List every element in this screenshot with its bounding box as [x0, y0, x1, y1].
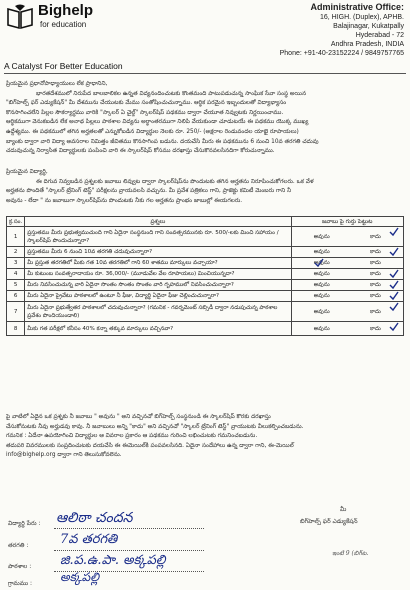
question-row [7, 258, 404, 269]
header-serial-number: క్ర.సం. [7, 217, 25, 227]
footer-line: గమనిక : ఏదేనా ఉపయోగించి విద్యార్థుల ఆ వివరాల ప్రకారం ఆ పథకము గురించి లభించుటకు గమనించబడును. [6, 433, 258, 440]
footer-line: తదుపరి వివరములకు సంప్రదించుటకు దయచేసి ఈ ఈమెయిల్‌కి పంపవలసినది. ఏదైనా సందేహాలు ఉన్న ద్వారా గాని, ఈ-మెయిల్ [6, 442, 294, 449]
letter-line: ప్రియమైన ప్రధానోపాధ్యాయులు లేక ప్రాధానిని, [6, 81, 108, 87]
question-row [7, 269, 404, 280]
question-row [7, 322, 404, 336]
header-divider [4, 73, 406, 74]
no-option[interactable]: కాదు [370, 271, 381, 277]
answer-cell [291, 322, 404, 336]
question-number: 6 [7, 291, 25, 302]
question-number: 3 [7, 258, 25, 269]
question-text: మీ కుటుంబ సంవత్సరాదాయం రూ. 36,000/- (మూడువేల వేల రూపాయలు) మించియున్నదా? [25, 269, 291, 280]
instructions-footer [6, 413, 404, 461]
class-label: తరగతి : [8, 542, 29, 549]
office-line: Hyderabad - 72 [355, 32, 404, 39]
question-text: ప్రస్తుతము మీరు ప్రభుత్వముచుంది గాని ఏదైనా సంస్థనుంది గాని సంవత్సరమునకు రూ. 500/-లకు మించి సహాయం / స్కాలర్‌షిప్ పొందుచున్నారా? [25, 227, 291, 247]
question-number: 4 [7, 269, 25, 280]
school-handwritten: జి.ప.ఉ.పా. అక్కపల్లి [60, 553, 166, 568]
letter-line: ఉద్దేశ్యము. ఈ పథకములో తగిన అర్హతలతో ఎన్నుకోబడిన విద్యార్థుల నెలకు రూ. 250/- (అక్షరాల రెండువందల యాభై రూపాయలు) [6, 128, 299, 135]
question-number: 1 [7, 227, 25, 247]
no-option[interactable]: కాదు [370, 308, 381, 315]
office-line: Balajinagar, Kukatpally [333, 23, 404, 30]
answer-cell [291, 291, 404, 302]
signature-organization: బిగ్‌హెల్ప్ ఫర్ ఎడ్యుకేషన్ [300, 518, 358, 525]
yes-option[interactable]: అవును [313, 249, 330, 255]
header-answer: జవాబు పై గుర్తు పెట్టుట [291, 217, 404, 227]
checkmark-icon [389, 291, 399, 301]
question-row [7, 247, 404, 258]
checkmark-icon [389, 227, 399, 237]
eligibility-questions-table [6, 216, 404, 336]
letter-line: బ్యాంకు ద్వారా వారి విద్యా అవసరాల నిమిత్తం జీవితము కొనసాగింప బడును. దయచేసి మీరు ఈ పథకమును 6 నుంచి 10వ తరగతి చదువు [6, 138, 319, 145]
table-header-row [7, 217, 404, 227]
letter-to-headmaster [6, 80, 404, 157]
yes-option[interactable]: అవును [313, 325, 330, 332]
question-text: మీరు నివసించుచున్న వారి ఏదైనా సొంతం సొంతం సొంతం వారి గృహములో నివసించుచున్నారా? [25, 280, 291, 291]
question-row [7, 291, 404, 302]
office-title: Administrative Office: [310, 2, 404, 12]
question-text: మీకు గత పరీక్షలో కనీసం 40% కన్నా తక్కువ మార్కులు వచ్చినవా? [25, 322, 291, 336]
checkmark-icon [389, 280, 399, 290]
no-option[interactable]: కాదు [370, 249, 381, 255]
letter-line: భారతదేశములో నిరుపేద బాలబాలికల ఉన్నత విద్యనందించుటకు కొంతమంది పాటుపడుచున్న సాంఘిక సేవా సంస్థ అయిన [36, 90, 307, 97]
no-option[interactable]: కాదు [370, 282, 381, 288]
question-row [7, 227, 404, 247]
footer-email-line: info@bighelp.org ద్వారా గాని తెలుసుకోవలెను. [6, 452, 122, 459]
checkmark-icon [389, 322, 399, 332]
yes-option[interactable]: అవును [313, 308, 330, 315]
brand-subtitle: for education [40, 20, 87, 29]
letter-line: ఆర్థికముగా వెనుకబడిన లేక అనాథ పిల్లలు పాఠశాల విద్యను అర్థాంతరముగా నిలిపి వేయకుండా చూడుటయే ఈ పథకము యొక్క ముఖ్య [6, 119, 309, 126]
student-name-line [54, 528, 204, 529]
footer-line: పై వాటిలో ఏదైన ఒక ప్రశ్నకు నీ జవాబు " అవును " అని వచ్చినచో బిగ్‌హెల్ప్ సంస్థనుండి ఈ స్కాలర్‌షిప్ కొరకు దరఖాస్తు [6, 414, 271, 420]
yes-option[interactable]: అవును [313, 271, 330, 277]
header-questions: ప్రశ్నలు [25, 217, 291, 227]
office-phone: Phone: +91-40-23152224 / 9849757765 [279, 50, 404, 57]
village-handwritten: అక్కపల్లి [60, 570, 99, 584]
no-option[interactable]: కాదు [370, 260, 381, 266]
yes-option[interactable]: అవును [313, 260, 330, 266]
checkmark-icon [389, 269, 399, 279]
question-row [7, 302, 404, 322]
letter-line: "బిగ్‌హెల్ప్ ఫర్ ఎడ్యుకేషన్" మీ దేశమును చేయుటకు మేము సంతోషించుచున్నాము. ఆర్థిక పరమైన ఇబ్బందులతో విద్యాభ్యాసం [6, 100, 287, 107]
brand-tagline: A Catalyst For Better Education [4, 61, 123, 71]
yes-option[interactable]: అవును [313, 293, 330, 299]
no-option[interactable]: కాదు [370, 325, 381, 332]
letter-to-student [6, 168, 404, 206]
class-line [54, 550, 204, 551]
signature-salutation: మీ [340, 506, 347, 513]
checkmark-icon [389, 302, 399, 312]
brand-name: Bighelp [38, 2, 93, 19]
open-book-logo-icon [6, 4, 34, 30]
no-option[interactable]: కాదు [370, 293, 381, 299]
letter-line: కొనసాగించలేని పిల్లల సౌకర్యార్థము వారికి "స్కాలర్ ఏ చైల్డ్" స్కాలర్‌షిప్ పథకము ద్వారా చేయూత నివ్వుటకు నిర్ణయించాము. [6, 109, 284, 116]
question-row [7, 280, 404, 291]
letter-line: ప్రియమైన విద్యార్థి, [6, 169, 48, 175]
answer-cell [291, 227, 404, 247]
footer-line: చేసుకోనుటకు నీవు అర్హుడవు కావు. నీ జవాబులు అన్ని "కాదు" అని వచ్చినచో "స్కాలర్ ట్రేనింగ్ టెస్ట్" వ్రాయుటకు వీలుకల్పించబడును. [6, 423, 304, 430]
letter-line: చదువుచున్న నిర్వాసిత విద్యార్థులకు పంపించి వారి ఈ స్కాలర్‌షిప్ కోసము దరఖాస్తు చేసుకొనవలసినదిగా కోరుచున్నాము. [6, 148, 275, 155]
office-line: 16, HIGH. (Duplex), APHB. [319, 14, 404, 21]
office-address [244, 2, 404, 58]
answer-cell [291, 302, 404, 322]
question-number: 7 [7, 302, 25, 322]
answer-cell [291, 247, 404, 258]
handwritten-note: ఇంటి 9 (బిగ్‌ట. [332, 550, 369, 557]
question-text: ప్రస్తుతము మీరు 6 నుంచి 10వ తరగతి చదువుచున్నారా? [25, 247, 291, 258]
question-number: 5 [7, 280, 25, 291]
class-handwritten: 7వ తరగతి [60, 532, 118, 547]
answer-cell [291, 280, 404, 291]
student-name-label: విద్యార్థి పేరు : [8, 520, 41, 527]
question-text: మీ ప్రస్తుత తరగతిలో మీకు గత 10వ తరగతిలో గాని 60 శాతము మార్కులు వచ్చాయా? [25, 258, 291, 269]
yes-option[interactable]: అవును [313, 282, 330, 288]
village-label: గ్రామము : [8, 580, 33, 587]
school-label: పాఠశాల : [8, 563, 32, 570]
checkmark-icon [389, 247, 399, 257]
no-option[interactable]: కాదు [370, 233, 381, 240]
checkmark-icon [314, 258, 324, 268]
letter-line: అవును - లేదా " ను జవాబుగా స్కాలర్‌షిప్‌ను పొందుటకు నీకు గల అర్హతను ప్రాంభం జాబుల్లో ఈయగలరు. [6, 197, 243, 204]
answer-cell [291, 269, 404, 280]
answer-cell [291, 258, 404, 269]
question-number: 8 [7, 322, 25, 336]
student-name-handwritten: ఆలిఠా చందన [56, 510, 133, 526]
yes-option[interactable]: అవును [313, 233, 330, 240]
question-text: మీరు ఏదైనా ప్రైవేటు పాఠశాలలో ఉంటూ నీ ఫీజు, విద్యార్థి ఏదైనా ఫీజు చెల్లించుచున్నారా? [25, 291, 291, 302]
question-text: మీరు ఏదైనా ప్రభుత్వేతర పాఠశాలలో చదువుచున్నారా? (గమనిక - గవర్నమెంట్ సబ్సిడీ ద్వారా నడుపుచున్న పాఠశాల ప్రవేశం పొందియుండాలి) [25, 302, 291, 322]
office-line: Andhra Pradesh, INDIA [330, 41, 404, 48]
letter-line: అర్హతను పొందితే "స్కాలర్ ట్రేనింగ్ టెస్ట్" పరీక్షలను వ్రాయవలసి వచ్చును. మీ ప్రవేశ పత్రికలు గాని, ప్రాజెక్టు కమిటీ మెంబరు గాని నీ [6, 188, 292, 195]
question-number: 2 [7, 247, 25, 258]
letter-line: ఈ దిగువ నివ్వబడిన ప్రశ్నలకు జవాబు లివ్వుట ద్వారా స్కాలర్‌షిప్‌ను పొందుటకు తగిన అర్హతను నిరూపించుకోగలరు. ఒక వేళ [36, 178, 314, 185]
